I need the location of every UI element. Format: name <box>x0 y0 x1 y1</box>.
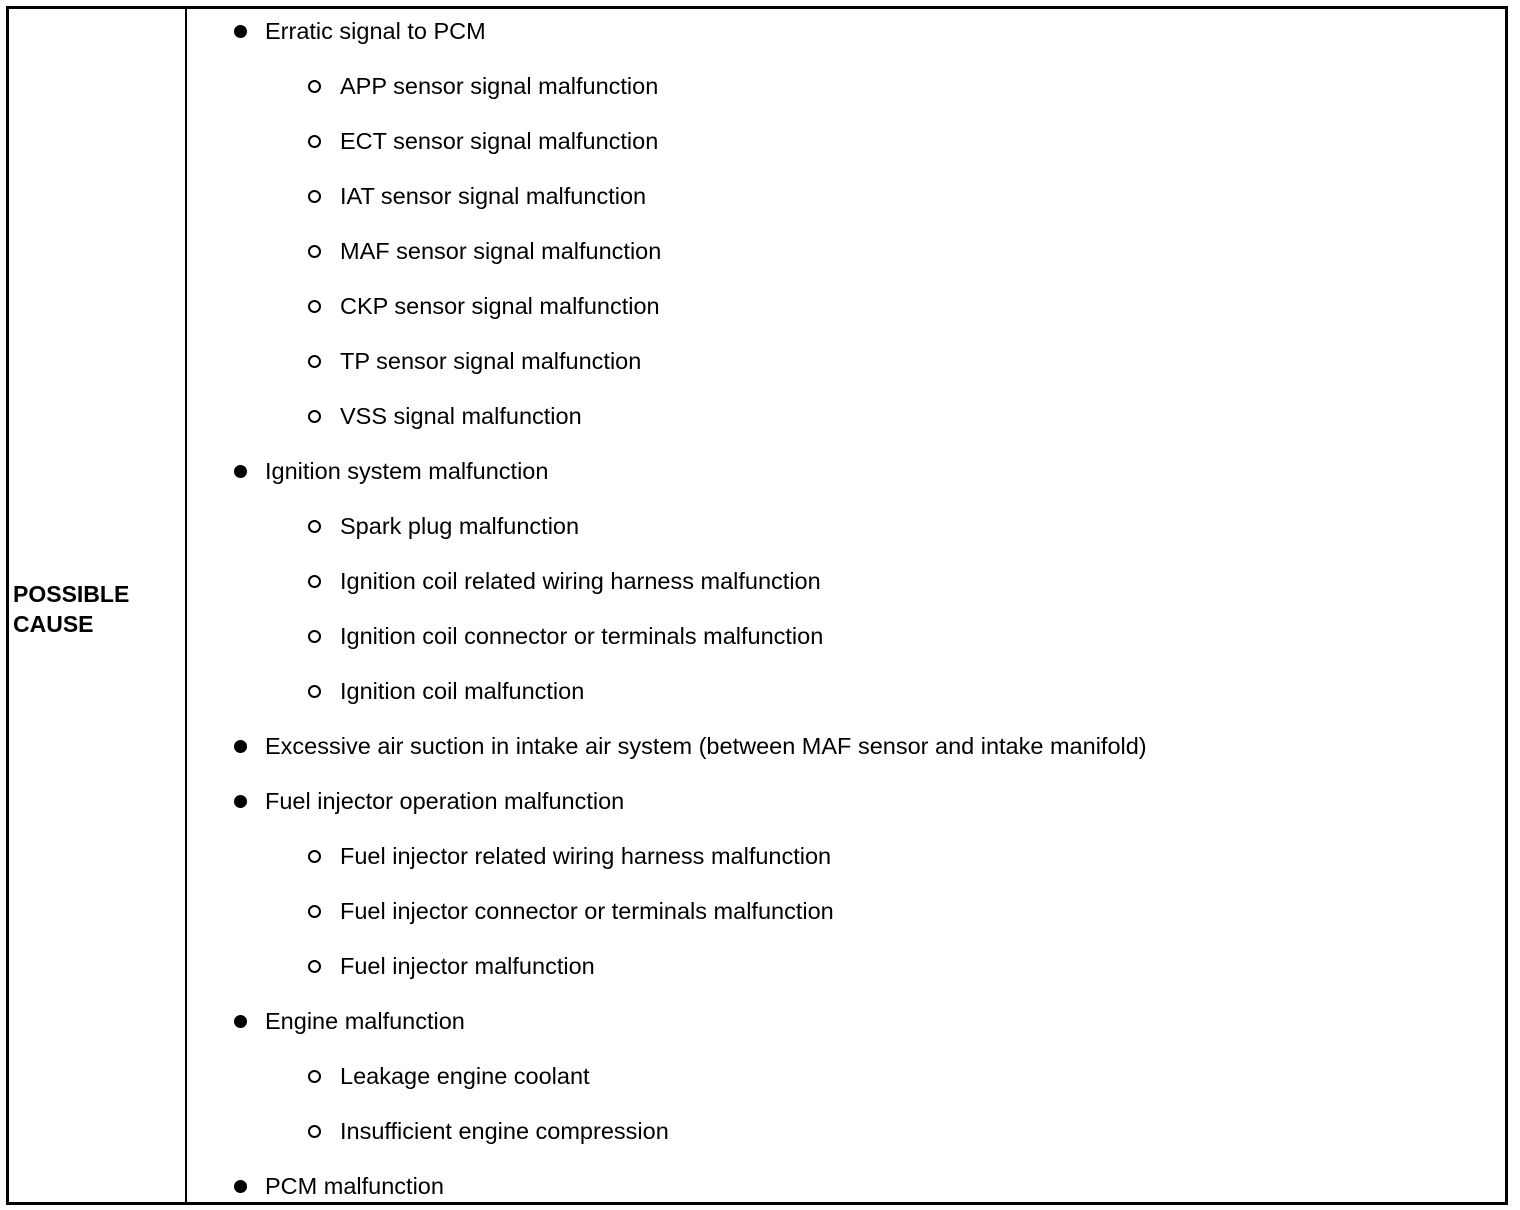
row-label-line-1: POSSIBLE <box>13 581 130 607</box>
cause-subitem <box>340 841 831 871</box>
cause-text: ECT sensor signal malfunction <box>340 128 659 154</box>
cause-text: TP sensor signal malfunction <box>340 348 642 374</box>
cause-text: CKP sensor signal malfunction <box>340 293 660 319</box>
filled-bullet-icon <box>234 25 247 38</box>
cause-subitem <box>340 1061 590 1091</box>
hollow-bullet-icon <box>308 850 321 863</box>
cause-text: IAT sensor signal malfunction <box>340 183 647 209</box>
cause-subitem <box>340 291 660 321</box>
filled-bullet-icon <box>234 1015 247 1028</box>
cause-subitem <box>340 676 584 706</box>
cause-item <box>265 786 624 816</box>
cause-text: Ignition system malfunction <box>265 458 549 484</box>
possible-cause-table <box>6 6 1508 1205</box>
cause-text: Fuel injector related wiring harness malfunction <box>340 843 832 869</box>
cause-text: Engine malfunction <box>265 1008 465 1034</box>
cause-text: VSS signal malfunction <box>340 403 582 429</box>
cause-subitem <box>340 896 834 926</box>
cause-text: Leakage engine coolant <box>340 1063 590 1089</box>
hollow-bullet-icon <box>308 1070 321 1083</box>
row-label-line-2: CAUSE <box>13 611 94 637</box>
cause-item <box>265 456 548 486</box>
cause-text: MAF sensor signal malfunction <box>340 238 662 264</box>
cause-text: Insufficient engine compression <box>340 1118 669 1144</box>
hollow-bullet-icon <box>308 355 321 368</box>
hollow-bullet-icon <box>308 630 321 643</box>
hollow-bullet-icon <box>308 520 321 533</box>
cause-text: Fuel injector malfunction <box>340 953 595 979</box>
filled-bullet-icon <box>234 1180 247 1193</box>
cause-text: APP sensor signal malfunction <box>340 73 659 99</box>
hollow-bullet-icon <box>308 245 321 258</box>
cause-subitem <box>340 236 661 266</box>
hollow-bullet-icon <box>308 1125 321 1138</box>
cause-subitem <box>340 566 821 596</box>
cause-subitem <box>340 401 582 431</box>
cause-item <box>265 16 486 46</box>
cause-text: Excessive air suction in intake air system (between MAF sensor and intake manifold) <box>265 733 1147 759</box>
cause-subitem <box>340 181 646 211</box>
cause-text: Ignition coil malfunction <box>340 678 585 704</box>
cause-subitem <box>340 511 579 541</box>
hollow-bullet-icon <box>308 960 321 973</box>
cause-text: Spark plug malfunction <box>340 513 580 539</box>
cause-text: Ignition coil connector or terminals malfunction <box>340 623 824 649</box>
hollow-bullet-icon <box>308 300 321 313</box>
column-divider <box>185 9 187 1202</box>
cause-text: Fuel injector connector or terminals malfunction <box>340 898 834 924</box>
cause-text: PCM malfunction <box>265 1173 444 1199</box>
cause-item <box>265 731 1147 761</box>
cause-subitem <box>340 951 595 981</box>
filled-bullet-icon <box>234 740 247 753</box>
hollow-bullet-icon <box>308 905 321 918</box>
hollow-bullet-icon <box>308 685 321 698</box>
filled-bullet-icon <box>234 465 247 478</box>
row-label-cell <box>13 579 181 639</box>
cause-text: Ignition coil related wiring harness malfunction <box>340 568 821 594</box>
cause-item <box>265 1006 465 1036</box>
hollow-bullet-icon <box>308 410 321 423</box>
cause-text: Erratic signal to PCM <box>265 18 486 44</box>
hollow-bullet-icon <box>308 80 321 93</box>
hollow-bullet-icon <box>308 575 321 588</box>
cause-subitem <box>340 126 658 156</box>
hollow-bullet-icon <box>308 190 321 203</box>
cause-subitem <box>340 1116 669 1146</box>
cause-subitem <box>340 621 823 651</box>
cause-subitem <box>340 346 641 376</box>
hollow-bullet-icon <box>308 135 321 148</box>
cause-text: Fuel injector operation malfunction <box>265 788 625 814</box>
cause-item <box>265 1171 444 1201</box>
cause-subitem <box>340 71 658 101</box>
filled-bullet-icon <box>234 795 247 808</box>
